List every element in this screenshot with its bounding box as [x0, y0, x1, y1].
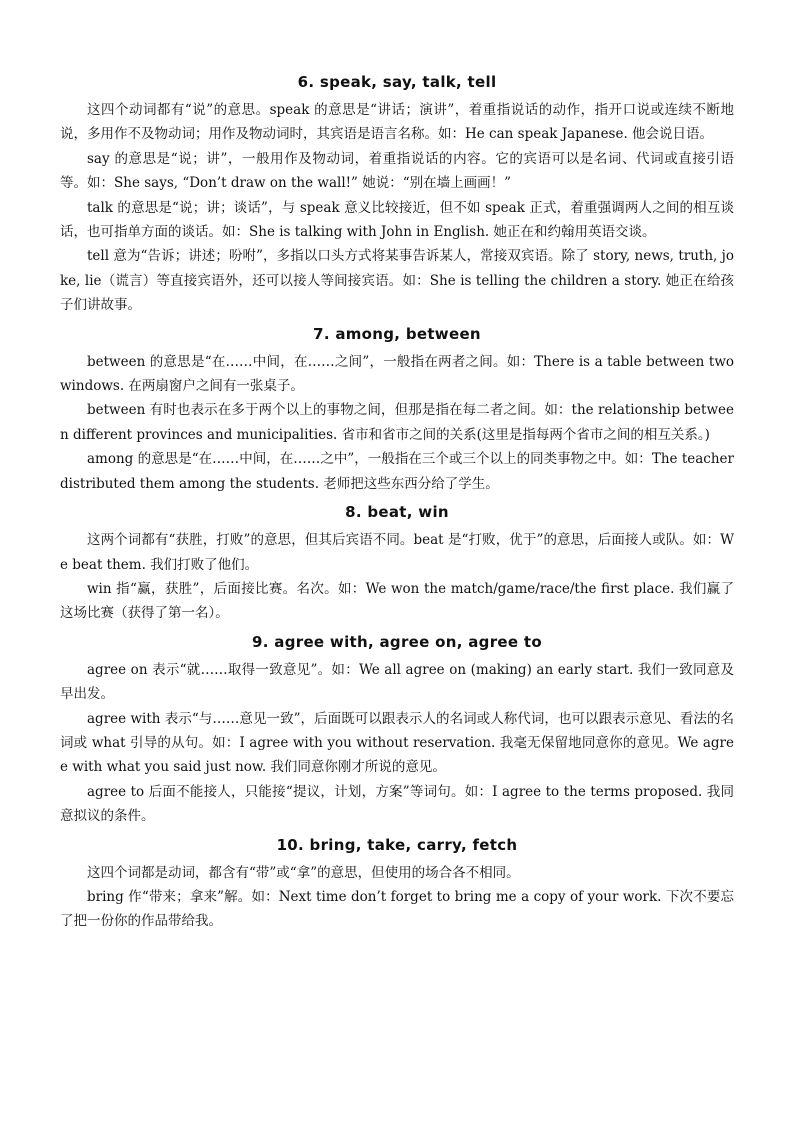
section-heading: 10. bring, take, carry, fetch	[276, 835, 518, 854]
paragraph: tell 意为“告诉；讲述；吩咐”，多指以口头方式将某事告诉某人，常接双宾语。除了 story, news, truth, joke, lie（谎言）等直接宾语外，还可以接人等间接宾语。如：She is telling the children a story. 她正在给孩子们讲故事。	[60, 248, 734, 314]
paragraph: bring 作“带来；拿来”解。如：Next time don’t forget to bring me a copy of your work. 下次不要忘了把一份你的作品带给我。	[60, 888, 734, 930]
section-beat-win	[60, 496, 734, 626]
section-speak-say-talk-tell	[60, 66, 734, 318]
section-heading: 8. beat, win	[345, 503, 449, 522]
paragraph: win 指“赢，获胜”，后面接比赛。名次。如：We won the match/game/race/the first place. 我们赢了这场比赛（获得了第一名）。	[60, 580, 734, 622]
paragraph: agree with 表示“与……意见一致”，后面既可以跟表示人的名词或人称代词，也可以跟表示意见、看法的名词或 what 引导的从句。如：I agree with you without reservation. 我毫无保留地同意你的意见。We agree with what you said just now. 我们同意你刚才所说的意见。	[60, 710, 734, 776]
paragraph: among 的意思是“在……中间，在……之中”，一般指在三个或三个以上的同类事物之中。如：The teacher distributed them among the students. 老师把这些东西分给了学生。	[60, 451, 734, 492]
section-agree	[60, 626, 734, 829]
paragraph: between 有时也表示在多于两个以上的事物之间，但那是指在每二者之间。如：the relationship between different provinces and municipalities. 省市和省市之间的关系(这里是指每两个省市之间的相互关系。)	[60, 402, 734, 443]
paragraph: between 的意思是“在……中间，在……之间”，一般指在两者之间。如：There is a table between two windows. 在两扇窗户之间有一张桌子。	[60, 353, 734, 395]
section-heading: 7. among, between	[313, 324, 481, 343]
paragraph: agree on 表示“就……取得一致意见”。如：We all agree on (making) an early start. 我们一致同意及早出发。	[60, 661, 734, 703]
section-bring-take-carry-fetch	[60, 829, 734, 934]
section-among-between	[60, 318, 734, 496]
section-heading: 6. speak, say, talk, tell	[297, 73, 497, 91]
paragraph: 这四个动词都有“说”的意思。speak 的意思是“讲话；演讲”，着重指说话的动作，指开口说或连续不断地说，多用作不及物动词；用作及物动词时，其宾语是语言名称。如：He can speak Japanese. 他会说日语。	[60, 102, 734, 143]
paragraph: 这四个词都是动词，都含有“带”或“拿”的意思，但使用的场合各不相同。	[87, 864, 520, 881]
paragraph: 这两个词都有“获胜，打败”的意思，但其后宾语不同。beat 是“打败，优于”的意思，后面接人或队。如：We beat them. 我们打败了他们。	[60, 532, 734, 573]
section-heading: 9. agree with, agree on, agree to	[252, 632, 542, 651]
document-page	[60, 66, 734, 934]
paragraph: talk 的意思是“说；讲；谈话”，与 speak 意义比较接近，但不如 speak 正式，着重强调两人之间的相互谈话，也可指单方面的谈话。如：She is talking with John in English. 她正在和约翰用英语交谈。	[60, 199, 734, 241]
paragraph: say 的意思是“说；讲”，一般用作及物动词，着重指说话的内容。它的宾语可以是名词、代词或直接引语等。如：She says, “Don’t draw on the wall!” 她说：“别在墙上画画！”	[60, 150, 734, 192]
paragraph: agree to 后面不能接人，只能接“提议，计划，方案”等词句。如：I agree to the terms proposed. 我同意拟议的条件。	[60, 783, 734, 825]
